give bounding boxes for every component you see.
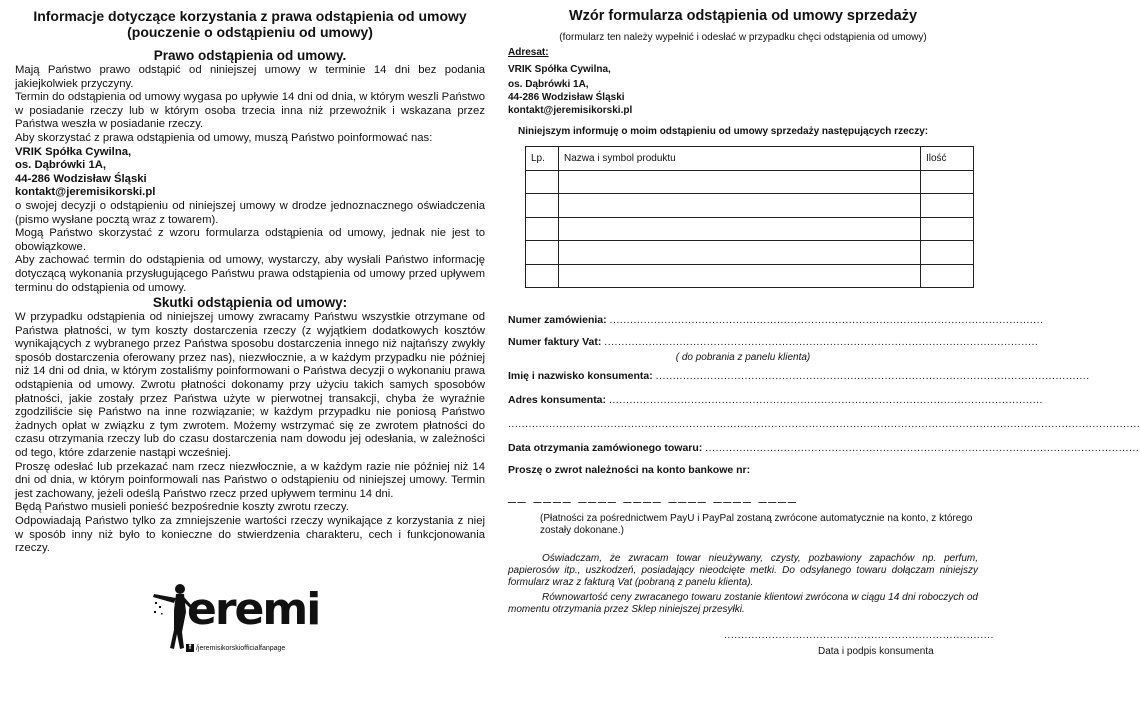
row-qty-cell[interactable]	[921, 170, 974, 194]
form-subtitle: (formularz ten należy wypełnić i odesłać w przypadku chęci odstąpienia od umowy)	[559, 32, 927, 43]
jeremi-logo	[150, 582, 320, 660]
order-number-label: Numer zamówienia:	[508, 314, 607, 326]
invoice-hint: ( do pobrania z panelu klienta)	[675, 352, 811, 363]
row-product-cell[interactable]	[559, 264, 921, 288]
info-subtitle: (pouczenie o odstąpieniu od umowy)	[127, 24, 373, 40]
company-name: VRIK Spółka Cywilna,	[15, 145, 132, 158]
company-street: os. Dąbrówki 1A,	[15, 159, 107, 172]
paragraph: Proszę odesłać lub przekazać nam rzecz niezwłocznie, a w każdym razie nie później niż 14 dni od dnia, w którym poinformowali nas Państwo o odstąpieniu od niniejszej umowy. Termin jest zachowany, jeżeli odeślą Państwo rzecz przed upływem terminu 14 dni.	[15, 460, 485, 500]
invoice-number-field[interactable]	[508, 336, 1039, 349]
column-header-product: Nazwa i symbol produktu	[559, 147, 921, 171]
row-product-cell[interactable]	[559, 170, 921, 194]
dotted-line: ...............................................................................................................................	[608, 394, 1043, 406]
row-qty-cell[interactable]	[921, 194, 974, 218]
withdrawal-notice: Niniejszym informuję o moim odstąpieniu od umowy sprzedaży następujących rzeczy:	[518, 126, 929, 137]
paragraph: Odpowiadają Państwo tylko za zmniejszenie wartości rzeczy wynikające z korzystania z niej w sposób inny niż było to konieczne do stwierdzenia charakteru, cech i funkcjonowania rzeczy.	[15, 515, 485, 555]
declaration-condition: Oświadczam, że zwracam towar nieużywany, czysty, pozbawiony zapachów np. perfum, papierosów itp., uszkodzeń, posiadający nieodcięte metki. Do odsyłanego towaru dołączam niniejszy formularz wraz z fakturą Vat (pobraną z panelu klienta).	[508, 553, 978, 588]
products-table	[525, 146, 974, 288]
paragraph: W przypadku odstąpienia od niniejszej umowy zwracamy Państwu wszystkie otrzymane od Państwa płatności, w tym koszty dostarczenia rzeczy (z wyjątkiem dodatkowych kosztów wynikających z wybranego przez Państwa sposobu dostarczenia innego niż najtańszy zwykły sposób dostarczenia oferowany przez nas), niezwłocznie, a w każdym przypadku nie później niż 14 dni od dnia, w którym zostaliśmy poinformowani o Państwa decyzji o wykonaniu prawa odstąpienia od umowy. Zwrotu płatności dokonamy przy użyciu takich samych sposobów płatności, jakie zostały przez Państwa użyte w pierwotnej transakcji, chyba że wyraźnie zgodziliście się Państwo na inne rozwiązanie; w każdym przypadku nie poniosą Państwo żadnych opłat w związku z tym zwrotem. Możemy wstrzymać się ze zwrotem płatności do czasu otrzymania rzeczy lub do czasu dostarczenia nam dowodu jej odesłania, w zależności od tego, które zdarzenie nastąpi wcześniej.	[15, 311, 485, 460]
dotted-line: ...............................................................................................................................	[604, 336, 1039, 348]
paragraph: Aby skorzystać z prawa odstąpienia od umowy, muszą Państwo poinformować nas:	[15, 131, 433, 144]
row-product-cell[interactable]	[559, 241, 921, 265]
paragraph: Mają Państwo prawo odstąpić od niniejszej umowy w terminie 14 dni bez podania jakiejkolwiek przyczyny.	[15, 64, 485, 90]
dotted-line: ...............................................................................................................................	[705, 442, 1140, 454]
form-title: Wzór formularza odstąpienia od umowy sprzedaży	[568, 8, 918, 24]
column-header-lp: Lp.	[526, 147, 559, 171]
refund-account-label: Proszę o zwrot należności na konto bankowe nr:	[508, 464, 751, 476]
column-header-qty: Ilość	[921, 147, 974, 171]
row-lp-cell[interactable]	[526, 170, 559, 194]
fanpage-line	[186, 644, 285, 652]
facebook-icon: f	[186, 644, 194, 652]
bank-account-input[interactable]: __ ____ ____ ____ ____ ____ ____	[508, 487, 798, 503]
payment-note: (Płatności za pośrednictwem PayU i PayPal zostaną zwrócone automatycznie na konto, z którego zostały dokonane.)	[540, 513, 973, 536]
row-lp-cell[interactable]	[526, 217, 559, 241]
table-row[interactable]	[526, 170, 974, 194]
paragraph: Termin do odstąpienia od umowy wygasa po upływie 14 dni od dnia, w którym weszli Państwo w posiadanie rzeczy lub w którym osoba trzecia inna niż przewoźnik i wskazana przez Państwa weszła w posiadanie rzeczy.	[15, 91, 485, 131]
invoice-number-label: Numer faktury Vat:	[508, 336, 602, 348]
row-qty-cell[interactable]	[921, 241, 974, 265]
row-lp-cell[interactable]	[526, 241, 559, 265]
dotted-line: ...............................................................................................................................	[655, 370, 1090, 382]
table-header-row	[526, 147, 974, 171]
fanpage-handle: /jeremisikorskiofficialfanpage	[195, 644, 286, 652]
section-heading-effects: Skutki odstąpienia od umowy:	[152, 295, 348, 311]
addressee-name: VRIK Spółka Cywilna,	[508, 64, 611, 75]
table-row[interactable]	[526, 241, 974, 265]
row-product-cell[interactable]	[559, 217, 921, 241]
consumer-name-label: Imię i nazwisko konsumenta:	[508, 370, 653, 382]
withdrawal-info-column	[15, 0, 485, 556]
company-email: kontakt@jeremisikorski.pl	[15, 186, 156, 199]
addressee-label: Adresat:	[508, 47, 549, 58]
delivery-date-label: Data otrzymania zamówionego towaru:	[508, 442, 703, 454]
addressee-email: kontakt@jeremisikorski.pl	[508, 105, 633, 116]
table-row[interactable]	[526, 264, 974, 288]
row-qty-cell[interactable]	[921, 264, 974, 288]
consumer-address-field[interactable]	[508, 394, 1043, 407]
signature-line[interactable]: ...............................................................................	[724, 629, 994, 641]
paragraph: Aby zachować termin do odstąpienia od umowy, wystarczy, aby wysłali Państwo informację dotyczącą wykonania przysługującego Państwu prawa odstąpienia od umowy przed upływem terminu do odstąpienia od umowy.	[15, 254, 485, 294]
table-row[interactable]	[526, 194, 974, 218]
paragraph: Mogą Państwo skorzystać z wzoru formularza odstąpienia od umowy, jednak nie jest to obowiązkowe.	[15, 227, 485, 253]
addressee-city: 44-286 Wodzisław Śląski	[508, 92, 625, 103]
row-lp-cell[interactable]	[526, 194, 559, 218]
row-qty-cell[interactable]	[921, 217, 974, 241]
table-row[interactable]	[526, 217, 974, 241]
info-title: Informacje dotyczące korzystania z prawa odstąpienia od umowy	[33, 8, 467, 24]
dotted-line: ...............................................................................................................................	[609, 314, 1044, 326]
row-lp-cell[interactable]	[526, 264, 559, 288]
order-number-field[interactable]	[508, 314, 1044, 327]
paragraph: o swojej decyzji o odstąpieniu od niniejszej umowy w drodze jednoznacznego oświadczenia (pismo wysłane pocztą wraz z towarem).	[15, 199, 485, 226]
consumer-name-field[interactable]	[508, 370, 1090, 383]
row-product-cell[interactable]	[559, 194, 921, 218]
logo-wordmark: eremi	[187, 584, 320, 635]
addressee-street: os. Dąbrówki 1A,	[508, 79, 589, 90]
paragraph: Będą Państwo musieli ponieść bezpośrednie koszty zwrotu rzeczy.	[15, 501, 349, 514]
address-continuation-line[interactable]: .........................................................................................................................................................................................	[508, 418, 1140, 430]
withdrawal-form-column	[508, 0, 1140, 658]
company-city: 44-286 Wodzisław Śląski	[15, 172, 147, 185]
delivery-date-field[interactable]	[508, 442, 1140, 455]
consumer-address-label: Adres konsumenta:	[508, 394, 607, 406]
signature-label: Data i podpis konsumenta	[818, 646, 934, 657]
declaration-refund: Równowartość ceny zwracanego towaru zostanie klientowi zwrócona w ciągu 14 dni roboczych od momentu otrzymania przez Sklep niniejszej przesyłki.	[508, 592, 978, 615]
section-heading-right: Prawo odstąpienia od umowy.	[153, 48, 347, 63]
